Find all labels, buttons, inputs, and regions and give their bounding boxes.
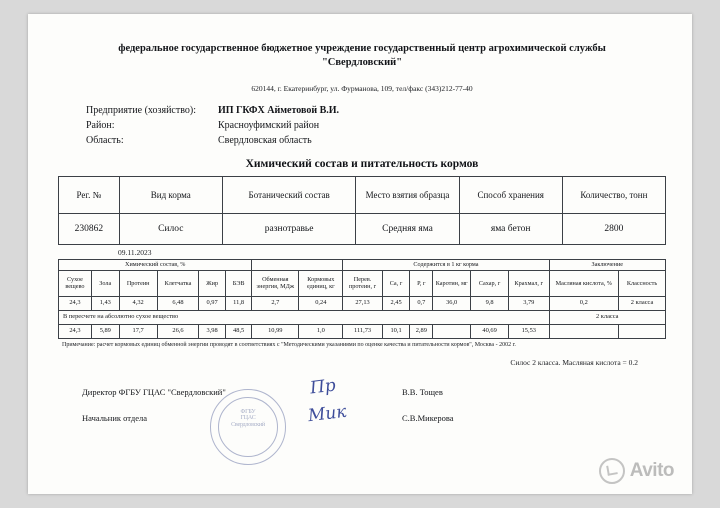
document-page [28,14,692,494]
cell-class [619,324,666,338]
column-header-digestible-protein: Перев. протеин, г [343,270,382,296]
meta-label-district: Район: [86,120,115,132]
signature-scribble: Мик [306,401,348,426]
cell-reg-number: 230862 [59,214,120,245]
meta-label-region: Область: [86,135,124,147]
column-header-fat: Жир [199,270,226,296]
cell-digestible-protein: 27,13 [343,296,382,310]
cell-fiber: 26,6 [157,324,199,338]
cell-calcium: 10,1 [382,324,410,338]
table-row-recalc-label [59,310,666,324]
sample-date: 09.11.2023 [118,248,152,258]
cell-energy: 2,7 [252,296,299,310]
document-body [58,42,666,484]
cell-sugar: 9,8 [471,296,509,310]
cell-protein: 4,32 [119,296,157,310]
column-header: Рег. № [59,177,120,214]
cell-fat: 3,98 [199,324,226,338]
recalc-label: В пересчете на абсолютно сухое вещество [59,310,550,324]
column-header-starch: Крахмал, г [509,270,549,296]
group-header-per-kg: Содержится в 1 кг корма [343,260,549,270]
avito-watermark [599,458,674,484]
recalc-class: 2 класса [549,310,665,324]
column-header: Количество, тонн [562,177,665,214]
column-header-sugar: Сахар, г [471,270,509,296]
cell-fat: 0,97 [199,296,226,310]
cell-dry-matter: 24,3 [59,296,92,310]
column-header-bev: БЭВ [225,270,252,296]
cell-storage-method: яма бетон [459,214,562,245]
column-header-carotene: Каротин, мг [433,270,471,296]
cell-feed-type: Силос [119,214,222,245]
signature-row [82,401,666,431]
avito-watermark-text: Avito [629,460,674,481]
meta-value-enterprise: ИП ГКФХ Айметовой В.И. [218,105,340,117]
column-header: Способ хранения [459,177,562,214]
cell-phosphorus: 2,89 [410,324,433,338]
stamp-line-2: ГЦАС [240,415,256,422]
column-header-calcium: Са, г [382,270,410,296]
table-header-row [59,177,666,214]
column-header-dry-matter: Сухое вещево [59,270,92,296]
cell-carotene: 36,0 [433,296,471,310]
page-title: Химический состав и питательность кормов [245,158,479,171]
signature-row [82,375,666,405]
avito-logo-icon [599,458,625,484]
cell-butyric-acid: 0,2 [549,296,619,310]
column-header-protein: Протеин [119,270,157,296]
cell-energy: 10,99 [252,324,299,338]
cell-phosphorus: 0,7 [410,296,433,310]
organization-title: федеральное государственное бюджетное учреждение государственный центр агрохимической службы "Свердловский" [118,43,606,69]
column-header-ash: Зола [91,270,119,296]
cell-carotene [433,324,471,338]
cell-ash: 1,43 [91,296,119,310]
column-header: Ботанический состав [222,177,356,214]
cell-starch: 3,79 [509,296,549,310]
signature-role-head: Начальник отдела [82,412,148,423]
signature-name-head: С.В.Микерова [402,412,454,423]
stamp-core [230,409,266,445]
cell-starch: 15,53 [509,324,549,338]
column-header-energy: Обменная энергия, МДж [252,270,299,296]
cell-ash: 5,89 [91,324,119,338]
column-header-phosphorus: Р, г [410,270,433,296]
stamp-line-3: Свердловский [231,421,265,428]
signature-scribble: Пр [308,375,337,399]
cell-sample-place: Средняя яма [356,214,459,245]
cell-quantity: 2800 [562,214,665,245]
organization-address: 620144, г. Екатеринбург, ул. Фурманова, 109, тел/факс (343)212-77-40 [251,84,473,94]
column-header: Вид корма [119,177,222,214]
cell-fiber: 6,48 [157,296,199,310]
table-note: Примечание: расчет кормовых единиц обменной энергии проводят в соответствиях с "Методическими указаниями по оценке качества и питательности кормов", Москва - 2002 г. [62,341,516,348]
cell-protein: 17,7 [119,324,157,338]
cell-class: 2 класса [619,296,666,310]
column-header-butyric-acid: Масляная кислота, % [549,270,619,296]
signature-block [58,375,666,431]
group-header-conclusion: Заключение [549,260,665,270]
chemical-composition-table [58,259,666,338]
column-header-feed-units: Кормовых единиц, кг [299,270,343,296]
meta-row [86,133,666,148]
signature-mark-head [294,401,394,431]
cell-calcium: 2,45 [382,296,410,310]
official-stamp-icon [210,389,286,465]
enterprise-meta [58,103,666,148]
cell-bev: 48,5 [225,324,252,338]
cell-dry-matter: 24,3 [59,324,92,338]
cell-bev: 11,8 [225,296,252,310]
signature-mark-director [294,375,394,405]
meta-value-district: Красноуфимский район [218,120,320,132]
meta-label-enterprise: Предприятие (хозяйство): [86,105,196,117]
meta-row [86,118,666,133]
meta-value-region: Свердловская область [218,135,312,147]
column-header-fiber: Клетчатка [157,270,199,296]
feed-summary-table [58,176,666,245]
conclusion-text: Силос 2 класса. Масляная кислота = 0.2 [510,357,638,367]
meta-row [86,103,666,118]
signature-name-director: В.В. Тощев [402,386,443,397]
cell-feed-units: 1,0 [299,324,343,338]
column-header-class: Классность [619,270,666,296]
cell-digestible-protein: 111,73 [343,324,382,338]
cell-butyric-acid [549,324,619,338]
cell-botanical-composition: разнотравье [222,214,356,245]
signature-role-director: Директор ФГБУ ГЦАС "Свердловский" [82,386,226,397]
cell-sugar: 40,69 [471,324,509,338]
table-row [59,214,666,245]
stamp-line-1: ФГБУ [240,408,256,415]
group-header-chemical: Химический состав, % [59,260,252,270]
table-header-row [59,270,666,296]
cell-feed-units: 0,24 [299,296,343,310]
column-header: Место взятия образца [356,177,459,214]
table-row-natural [59,296,666,310]
table-group-header-row [59,260,666,270]
table-row-dry [59,324,666,338]
